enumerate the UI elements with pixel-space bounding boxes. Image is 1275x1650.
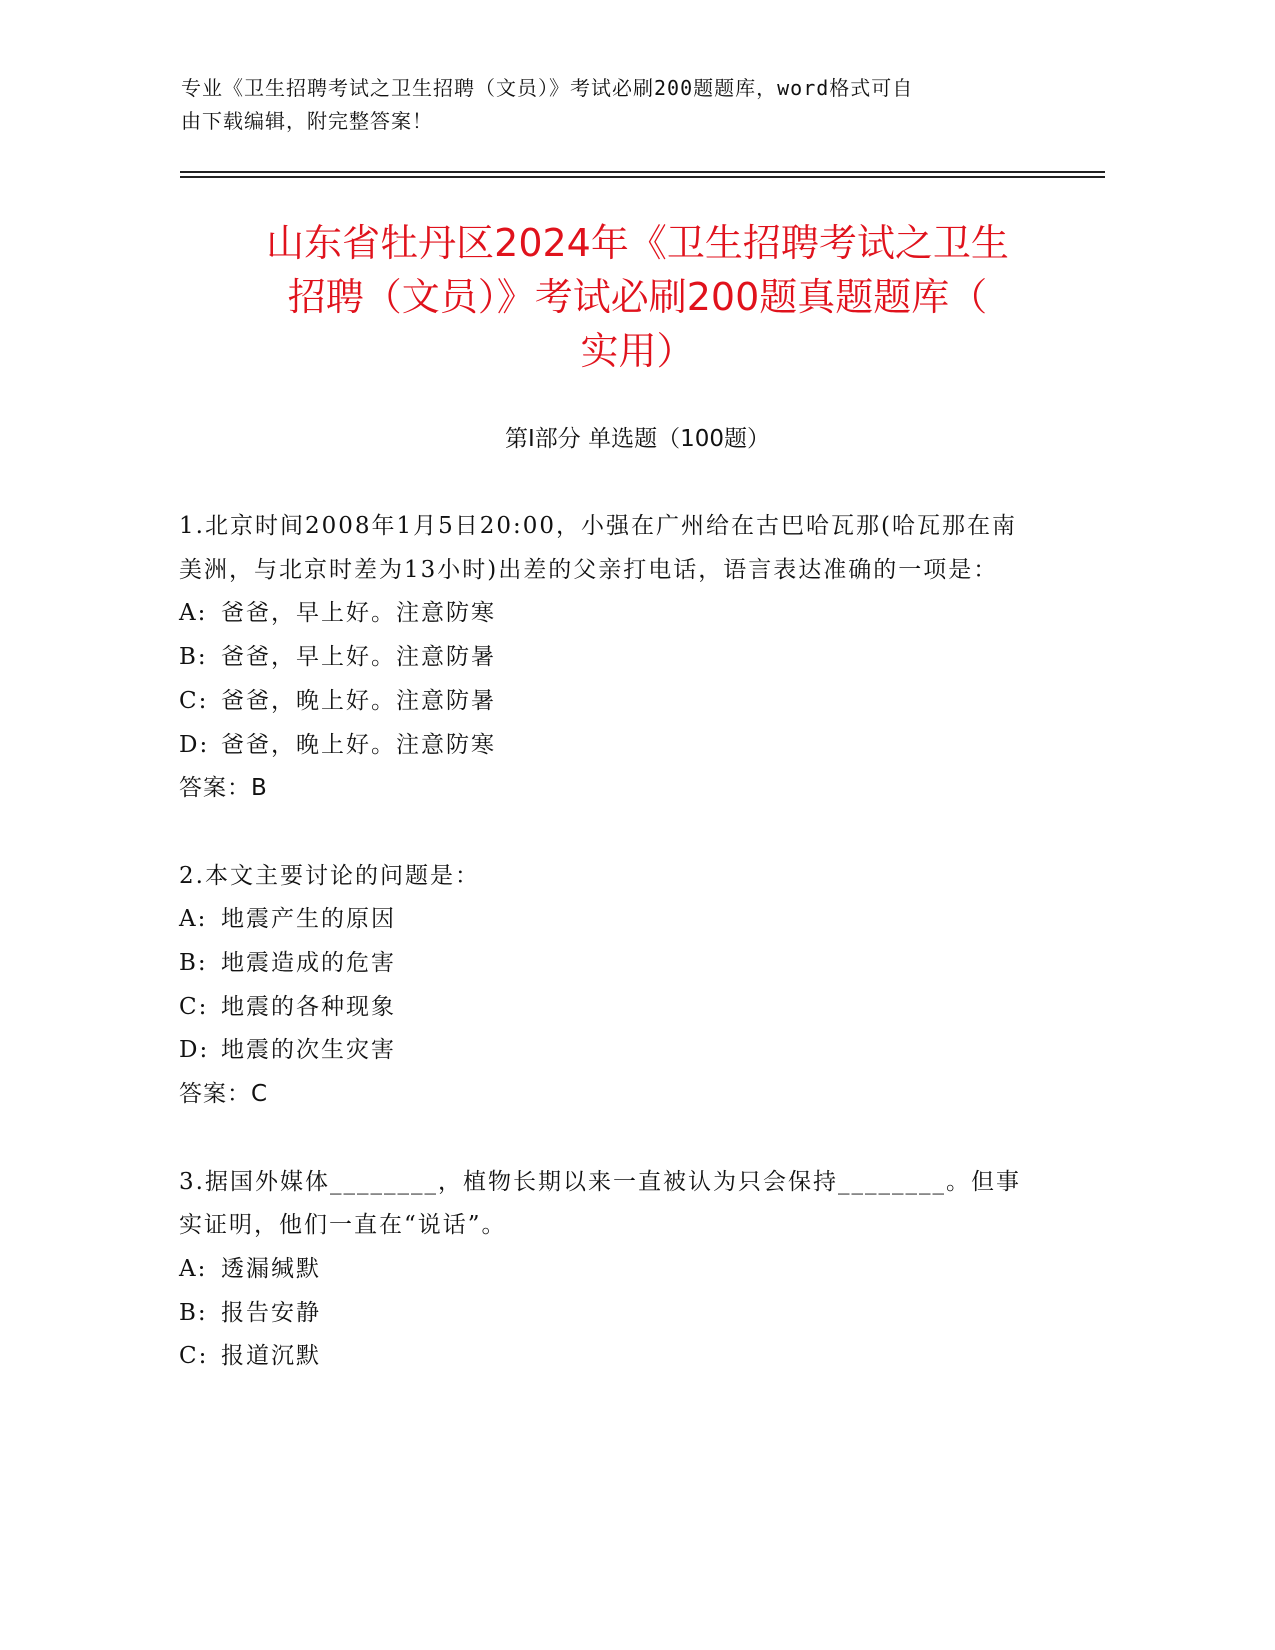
option-text: 爸爸，晚上好。注意防暑 bbox=[221, 687, 496, 714]
option-label: A: bbox=[179, 906, 208, 933]
option-d bbox=[179, 1029, 1039, 1073]
option-a bbox=[179, 898, 1039, 942]
option-b bbox=[179, 636, 1039, 680]
header-rule-top bbox=[180, 171, 1105, 173]
section-title: 第Ⅰ部分 单选题（100题） bbox=[505, 426, 770, 452]
option-label: C: bbox=[179, 1343, 209, 1370]
option-label: D: bbox=[179, 731, 210, 758]
question-2 bbox=[179, 855, 1039, 1117]
option-text: 爸爸，早上好。注意防暑 bbox=[221, 644, 496, 671]
question-text: 1.北京时间2008年1月5日20:00，小强在广州给在古巴哈瓦那(哈瓦那在南美洲，与北京时差为13小时)出差的父亲打电话，语言表达准确的一项是： bbox=[179, 513, 1017, 583]
option-label: D: bbox=[179, 1037, 210, 1064]
question-1 bbox=[179, 505, 1039, 811]
option-a bbox=[179, 1248, 1039, 1292]
answer: 答案：B bbox=[179, 775, 268, 802]
option-label: A: bbox=[179, 600, 208, 627]
title-line-2: 招聘（文员）》考试必刷200题真题题库（ bbox=[287, 275, 988, 319]
document-title bbox=[160, 216, 1115, 378]
question-text: 2.本文主要讨论的问题是： bbox=[179, 862, 480, 889]
option-text: 地震产生的原因 bbox=[221, 906, 396, 933]
option-label: C: bbox=[179, 687, 209, 714]
question-list bbox=[179, 505, 1039, 1423]
option-b bbox=[179, 1292, 1039, 1336]
option-a bbox=[179, 592, 1039, 636]
option-label: A: bbox=[179, 1255, 208, 1282]
option-text: 透漏缄默 bbox=[221, 1255, 321, 1282]
option-label: B: bbox=[179, 950, 208, 977]
option-text: 报道沉默 bbox=[221, 1343, 321, 1370]
option-text: 地震造成的危害 bbox=[221, 950, 396, 977]
question-3 bbox=[179, 1161, 1039, 1380]
option-label: B: bbox=[179, 1299, 208, 1326]
option-label: B: bbox=[179, 644, 208, 671]
option-d bbox=[179, 724, 1039, 768]
option-b bbox=[179, 942, 1039, 986]
header-note-line-1: 专业《卫生招聘考试之卫生招聘（文员）》考试必刷200题题库，word格式可自 bbox=[181, 76, 914, 100]
header-rule-bottom bbox=[180, 176, 1105, 178]
option-label: C: bbox=[179, 993, 209, 1020]
header-note bbox=[181, 72, 1081, 138]
option-c bbox=[179, 1335, 1039, 1379]
option-c bbox=[179, 986, 1039, 1030]
title-line-3: 实用） bbox=[580, 329, 695, 373]
option-text: 地震的各种现象 bbox=[221, 993, 396, 1020]
question-text: 3.据国外媒体________，植物长期以来一直被认为只会保持________。但事实证明，他们一直在“说话”。 bbox=[179, 1168, 1021, 1239]
option-text: 爸爸，早上好。注意防寒 bbox=[221, 600, 496, 627]
title-line-1: 山东省牡丹区2024年《卫生招聘考试之卫生 bbox=[266, 221, 1009, 265]
option-c bbox=[179, 680, 1039, 724]
header-note-line-2: 由下载编辑，附完整答案！ bbox=[181, 109, 433, 133]
option-text: 爸爸，晚上好。注意防寒 bbox=[221, 731, 496, 758]
answer: 答案：C bbox=[179, 1081, 269, 1108]
option-text: 报告安静 bbox=[221, 1299, 321, 1326]
option-text: 地震的次生灾害 bbox=[221, 1037, 396, 1064]
